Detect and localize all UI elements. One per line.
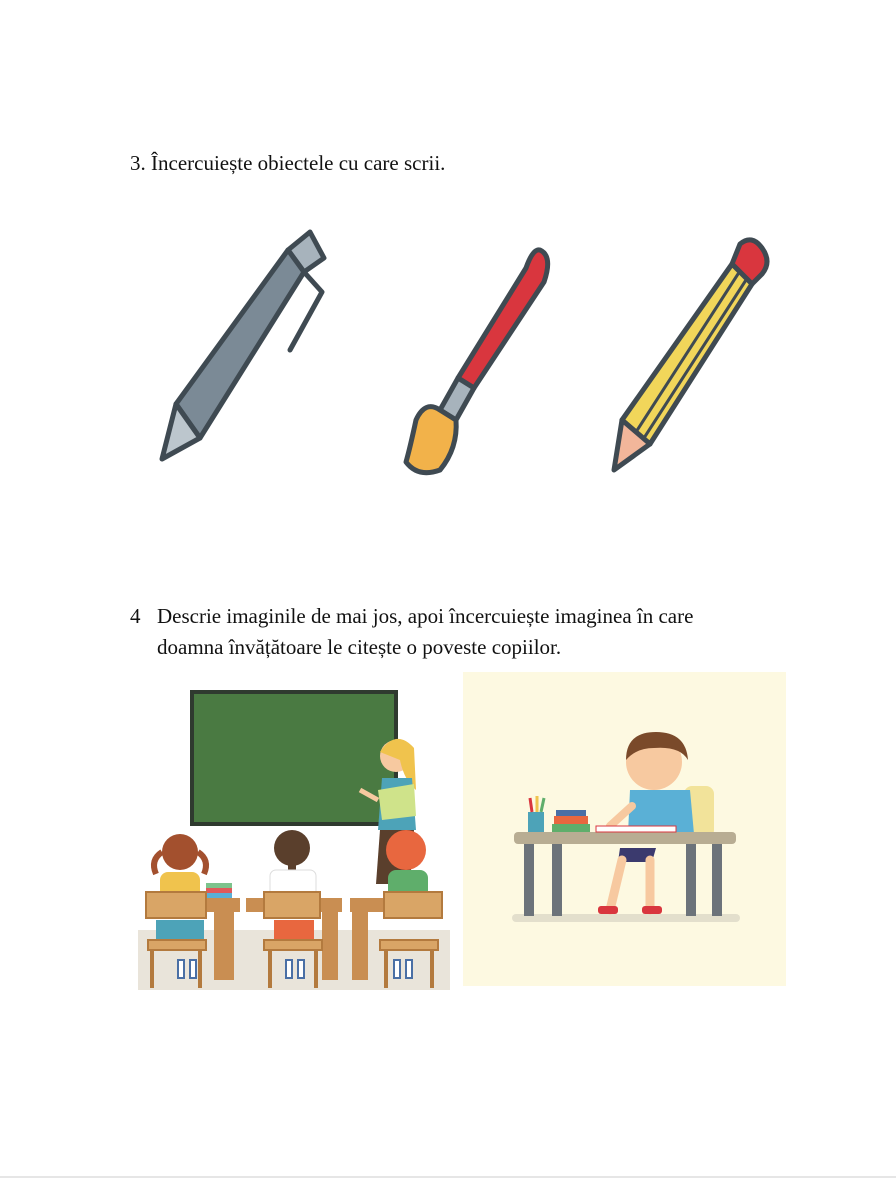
pencil-icon	[600, 230, 780, 480]
question-3-text: Încercuiește obiectele cu care scrii.	[151, 151, 446, 175]
question-4-text-line1: Descrie imaginile de mai jos, apoi încercuiește imaginea în care	[157, 604, 694, 628]
question-3-number: 3.	[130, 151, 146, 175]
question-3	[130, 148, 445, 178]
pen-icon	[150, 222, 340, 472]
classroom-teacher-reading-image	[138, 680, 450, 990]
paintbrush-icon	[395, 240, 560, 485]
question-4-number: 4	[130, 604, 141, 628]
boy-writing-at-desk-image	[463, 672, 786, 986]
question-4-text-line2: doamna învățătoare le citește o poveste copiilor.	[157, 635, 562, 659]
question-4	[130, 601, 830, 665]
page-bottom-border	[0, 1176, 896, 1178]
